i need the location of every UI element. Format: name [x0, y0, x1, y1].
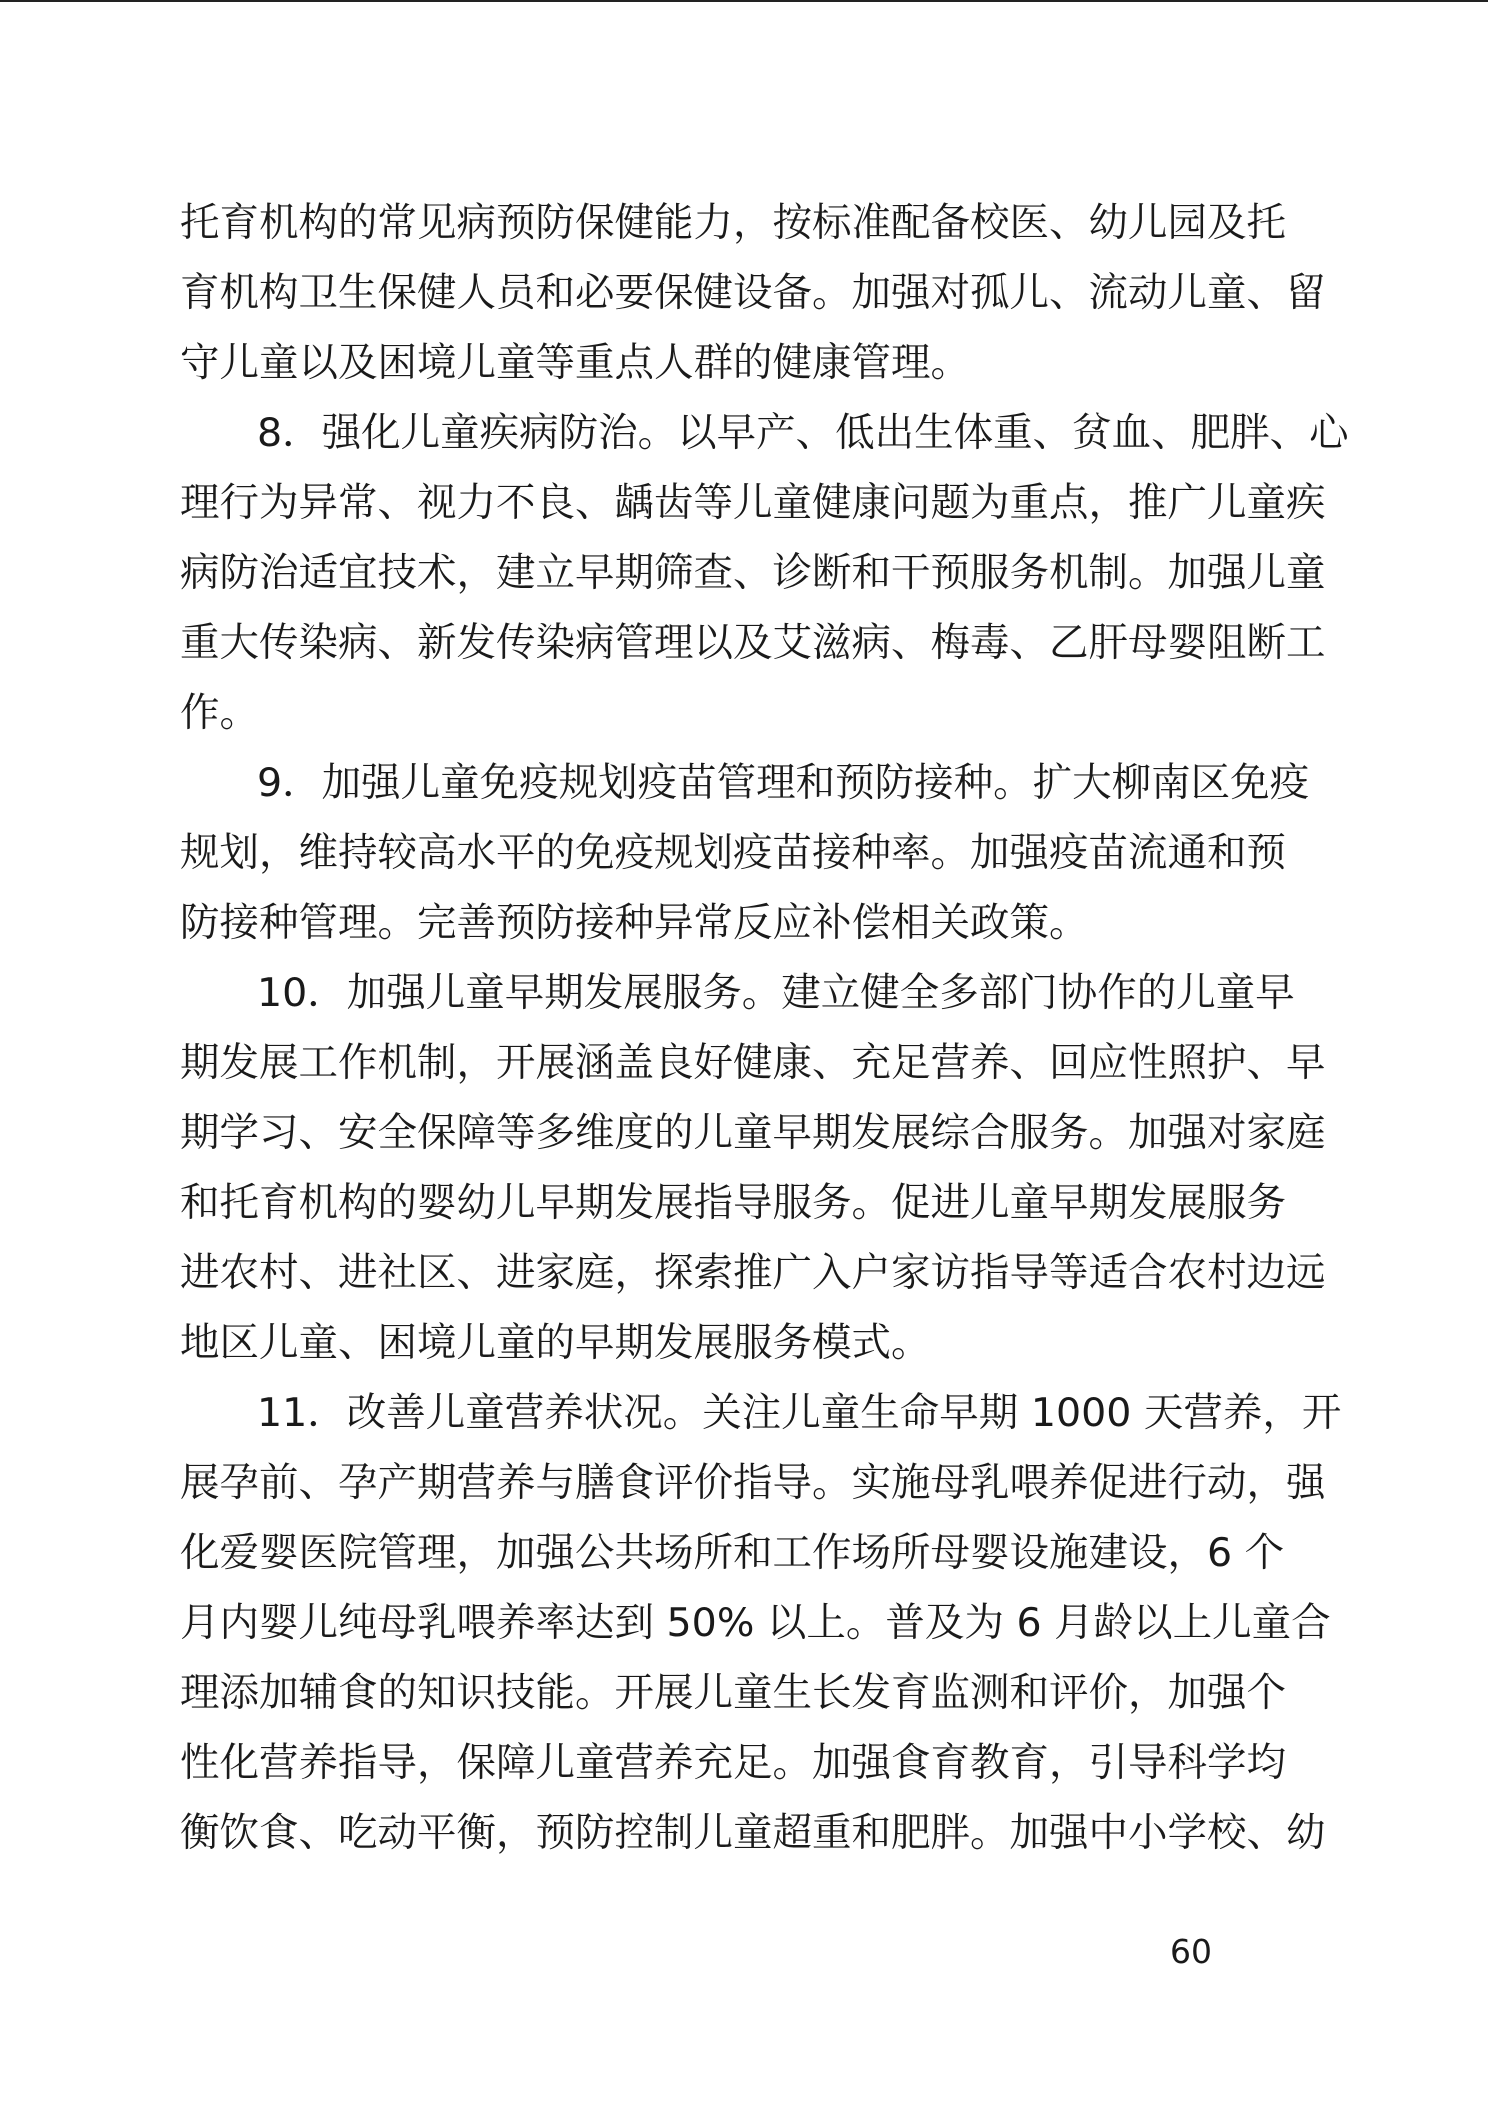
text-line: 9．加强儿童免疫规划疫苗管理和预防接种。扩大柳南区免疫	[257, 760, 1310, 806]
text-line: 衡饮食、吃动平衡，预防控制儿童超重和肥胖。加强中小学校、幼	[180, 1810, 1326, 1856]
text-line: 守儿童以及困境儿童等重点人群的健康管理。	[180, 340, 970, 386]
text-line: 展孕前、孕产期营养与膳食评价指导。实施母乳喂养促进行动，强	[180, 1460, 1326, 1506]
text-line: 和托育机构的婴幼儿早期发展指导服务。促进儿童早期发展服务	[180, 1180, 1286, 1226]
text-line: 8．强化儿童疾病防治。以早产、低出生体重、贫血、肥胖、心	[257, 410, 1349, 456]
text-line: 作。	[180, 690, 259, 736]
text-line: 病防治适宜技术，建立早期筛查、诊断和干预服务机制。加强儿童	[180, 550, 1326, 596]
page-number: 60	[1170, 1932, 1212, 1971]
text-line: 育机构卫生保健人员和必要保健设备。加强对孤儿、流动儿童、留	[180, 270, 1326, 316]
text-line: 期发展工作机制，开展涵盖良好健康、充足营养、回应性照护、早	[180, 1040, 1326, 1086]
text-line: 防接种管理。完善预防接种异常反应补偿相关政策。	[180, 900, 1089, 946]
text-line: 托育机构的常见病预防保健能力，按标准配备校医、幼儿园及托	[180, 200, 1286, 246]
text-line: 重大传染病、新发传染病管理以及艾滋病、梅毒、乙肝母婴阻断工	[180, 620, 1326, 666]
text-line: 11．改善儿童营养状况。关注儿童生命早期 1000 天营养，开	[257, 1390, 1342, 1436]
text-line: 规划，维持较高水平的免疫规划疫苗接种率。加强疫苗流通和预	[180, 830, 1286, 876]
text-line: 地区儿童、困境儿童的早期发展服务模式。	[180, 1320, 931, 1366]
top-border-line	[0, 0, 1488, 2]
text-line: 期学习、安全保障等多维度的儿童早期发展综合服务。加强对家庭	[180, 1110, 1326, 1156]
text-line: 进农村、进社区、进家庭，探索推广入户家访指导等适合农村边远	[180, 1250, 1326, 1296]
document-body	[180, 188, 1349, 1868]
text-line: 理行为异常、视力不良、龋齿等儿童健康问题为重点，推广儿童疾	[180, 480, 1326, 526]
text-line: 性化营养指导，保障儿童营养充足。加强食育教育，引导科学均	[180, 1740, 1286, 1786]
text-line: 10．加强儿童早期发展服务。建立健全多部门协作的儿童早	[257, 970, 1295, 1016]
text-line: 月内婴儿纯母乳喂养率达到 50% 以上。普及为 6 月龄以上儿童合	[180, 1600, 1331, 1646]
text-line: 化爱婴医院管理，加强公共场所和工作场所母婴设施建设，6 个	[180, 1530, 1285, 1576]
text-line: 理添加辅食的知识技能。开展儿童生长发育监测和评价，加强个	[180, 1670, 1286, 1716]
